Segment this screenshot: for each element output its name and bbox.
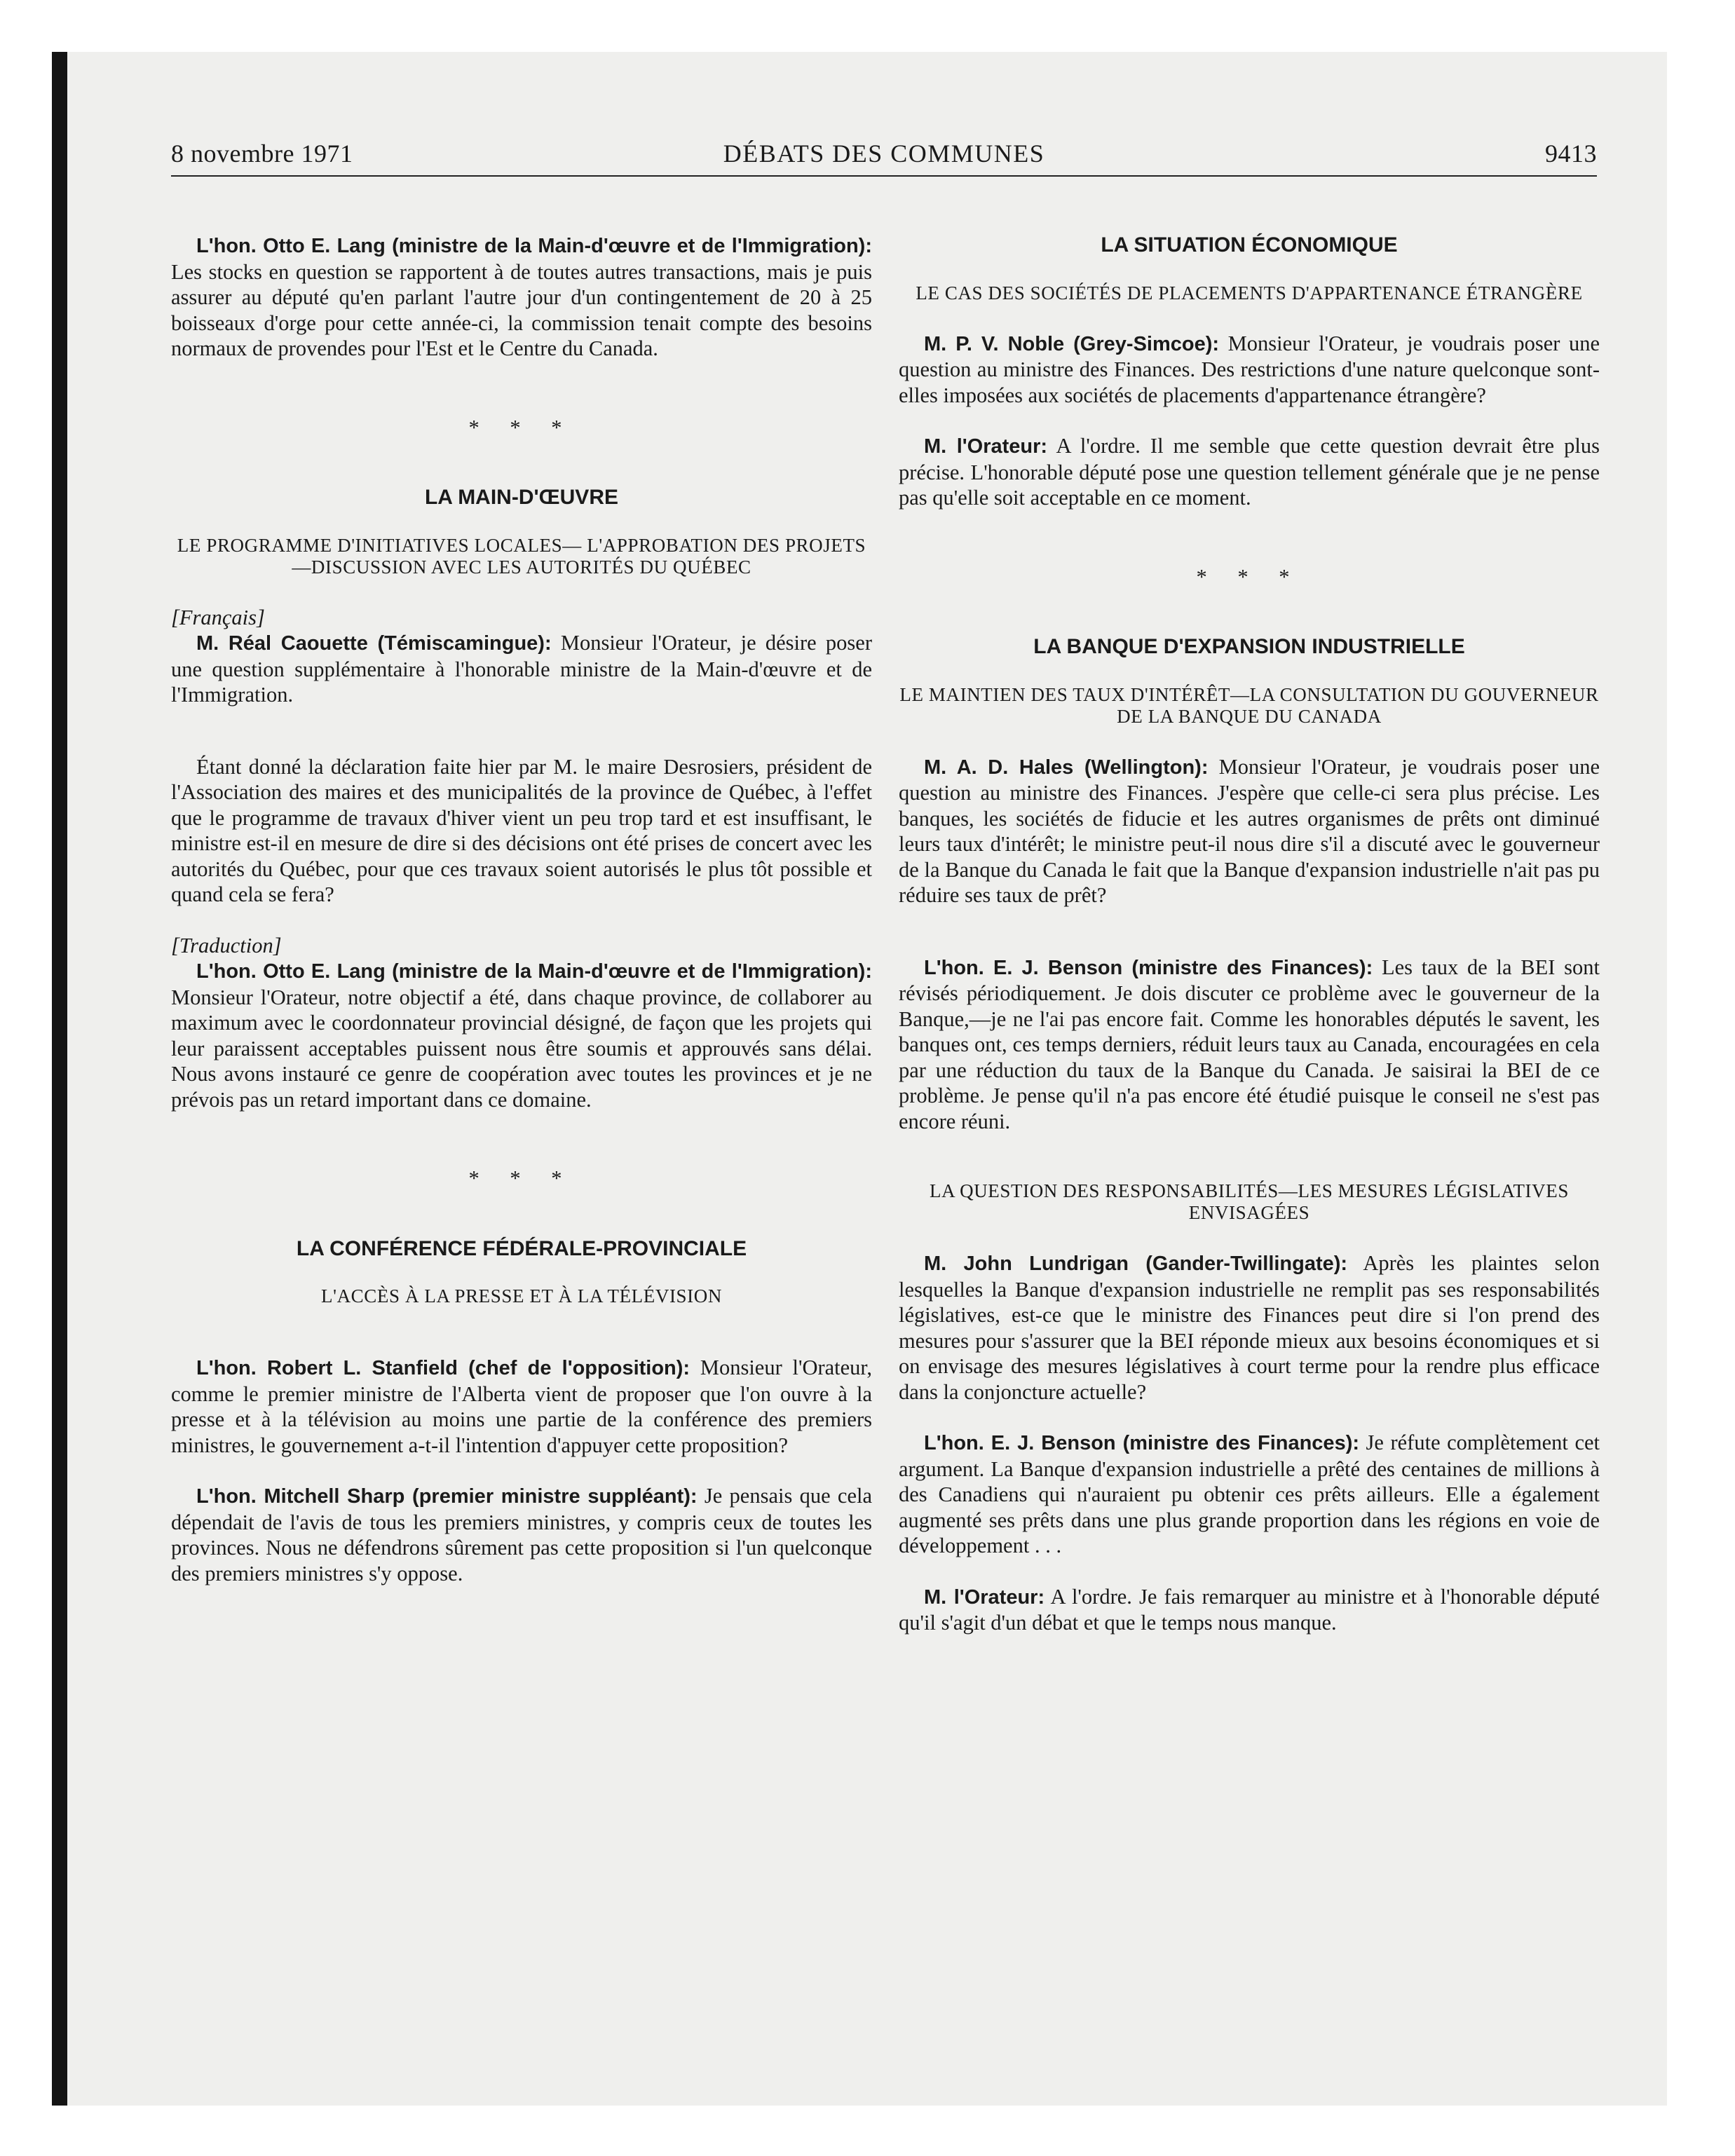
section-title: LA BANQUE D'EXPANSION INDUSTRIELLE [1033, 635, 1465, 658]
right-column [899, 233, 1600, 1661]
paragraph-text: Je pensais que cela dépendait de l'avis de tous les premiers ministres, y compris ceux de toutes les provinces. Nous ne défendrons sûrement pas cette proposition si l'un quelconque des premiers ministres s'y oppose. [171, 1484, 872, 1585]
paragraph-text: A l'ordre. Je fais remarquer au ministre et à l'honorable député qu'il s'agit d'un débat et que le temps nous manque. [899, 1584, 1600, 1635]
page-header [171, 139, 1597, 177]
paragraph-stanfield [171, 1355, 872, 1458]
paragraph-text: Monsieur l'Orateur, comme le premier ministre de l'Alberta vient de proposer que l'on ouvre à la presse et à la télévision au moins une partie de la conférence des premiers ministres, le gouvernement a-t-il l'intention d'appuyer cette proposition? [171, 1356, 872, 1457]
speaker-name: M. A. D. Hales (Wellington): [924, 756, 1209, 779]
paragraph-text: Étant donné la déclaration faite hier par M. le maire Desrosiers, président de l'Association des maires et des municipalités de la province de Québec, à l'effet que le programme de travaux d'hiver vient un peu trop tard et est insuffisant, le ministre est-il en mesure de dire si des décisions ont été prises de concert avec les autorités du Québec, pour que ces travaux soient autorisés le plus tôt possible et quand cela se fera? [171, 754, 872, 906]
section-subtitle: L'ACCÈS À LA PRESSE ET À LA TÉLÉVISION [321, 1285, 722, 1306]
paragraph-noble [899, 331, 1600, 409]
section-subtitle: LE MAINTIEN DES TAUX D'INTÉRÊT—LA CONSULTATION DU GOUVERNEUR DE LA BANQUE DU CANADA [899, 683, 1599, 727]
section-separator: * * * [468, 1166, 575, 1190]
paragraph-text: Les stocks en question se rapportent à de toutes autres transactions, mais je puis assurer au député qu'en parlant l'autre jour d'un contingentement de 20 à 25 boisseaux d'orge pour cette année-ci, la commission tenait compte des besoins normaux de provendes pour l'Est et le Centre du Canada. [171, 259, 872, 360]
section-separator: * * * [468, 415, 575, 439]
paragraph-speaker-ruling [899, 433, 1600, 511]
paragraph-text: Les taux de la BEI sont révisés périodiquement. Je dois discuter ce problème avec le gouverneur de la Banque,—je ne l'ai pas encore fait. Comme les honorables députés le savent, les banques ont, ces temps derniers, réduit leurs taux au Canada, encouragées en cela par une réduction du taux de la Banque du Canada. Je saisirai la BEI de ce problème. Je pense qu'il n'a pas encore été étudié puisque le conseil ne s'est pas encore réuni. [899, 955, 1600, 1133]
paragraph-text: Monsieur l'Orateur, notre objectif a été, dans chaque province, de collaborer au maximum avec le coordonnateur provincial désigné, de façon que les projets qui leur paraissent acceptables puissent nous être soumis et approuvés sans délai. Nous avons instauré ce genre de coopération avec toutes les provinces et je ne prévois pas un retard important dans ce domaine. [171, 985, 872, 1112]
paragraph-text: Après les plaintes selon lesquelles la Banque d'expansion industrielle ne remplit pas ses responsabilités législatives, est-ce que le ministre des Finances peut dire si l'on prend des mesures pour s'assurer que la BEI réponde mieux aux besoins économiques et si on envisage des mesures législatives à court terme pour la rendre plus efficace dans la conjoncture actuelle? [899, 1251, 1600, 1404]
language-marker: [Français] [171, 605, 265, 629]
paragraph-text: A l'ordre. Il me semble que cette question devrait être plus précise. L'honorable député pose une question tellement générale que je ne pense pas qu'elle soit acceptable en ce moment. [899, 434, 1600, 510]
speaker-name: L'hon. Otto E. Lang (ministre de la Main-d'œuvre et de l'Immigration): [196, 235, 872, 257]
section-title: LA SITUATION ÉCONOMIQUE [1101, 233, 1398, 257]
paragraph-caouette [171, 630, 872, 708]
paragraph-benson-1 [899, 955, 1600, 1135]
speaker-name: M. Réal Caouette (Témiscamingue): [196, 632, 552, 655]
section-subtitle: LA QUESTION DES RESPONSABILITÉS—LES MESURES LÉGISLATIVES ENVISAGÉES [930, 1180, 1569, 1223]
paragraph-text: Monsieur l'Orateur, je voudrais poser une question au ministre des Finances. Des restrictions d'une nature quelconque sont-elles imposées aux sociétés de placements d'appartenance étrangère? [899, 331, 1600, 407]
left-column [171, 233, 872, 1611]
speaker-name: L'hon. E. J. Benson (ministre des Finances): [924, 956, 1373, 979]
paragraph-lundrigan [899, 1250, 1600, 1405]
section-title: LA MAIN-D'ŒUVRE [424, 486, 618, 509]
header-date: 8 novembre 1971 [171, 139, 353, 168]
paragraph-text: Je réfute complètement cet argument. La Banque d'expansion industrielle a prêté des centaines de millions à des Canadiens qui n'auraient pu obtenir ces prêts ailleurs. Elle a également augmenté ses prêts dans une plus grande proportion dans les régions en voie de développement . . . [899, 1431, 1600, 1557]
paragraph-text: Monsieur l'Orateur, je voudrais poser une question au ministre des Finances. J'espère que celle-ci sera plus précise. Les banques, les sociétés de fiducie et les autres organismes de prêts ont diminué leurs taux d'intérêt; le ministre peut-il nous dire s'il a discuté avec le gouverneur de la Banque du Canada le fait que la Banque d'expansion industrielle n'ait pas pu réduire ses taux de prêt? [899, 754, 1600, 907]
paragraph-benson-2 [899, 1430, 1600, 1559]
paragraph-lang-answer [171, 958, 872, 1112]
scan-binding-edge [52, 52, 67, 2106]
section-subtitle: LE PROGRAMME D'INITIATIVES LOCALES— L'APPROBATION DES PROJETS—DISCUSSION AVEC LES AUTORITÉS DU QUÉBEC [177, 534, 866, 578]
speaker-name: L'hon. Otto E. Lang (ministre de la Main-d'œuvre et de l'Immigration): [196, 960, 872, 983]
speaker-name: L'hon. E. J. Benson (ministre des Finances): [924, 1432, 1360, 1454]
speaker-name: L'hon. Robert L. Stanfield (chef de l'opposition): [196, 1357, 690, 1379]
paragraph-speaker-final [899, 1584, 1600, 1636]
section-title: LA CONFÉRENCE FÉDÉRALE-PROVINCIALE [296, 1236, 747, 1260]
paragraph-text: Monsieur l'Orateur, je désire poser une question supplémentaire à l'honorable ministre de la Main-d'œuvre et de l'Immigration. [171, 631, 872, 707]
paragraph-lang-reply [171, 233, 872, 362]
speaker-name: M. John Lundrigan (Gander-Twillingate): [924, 1253, 1348, 1275]
header-title: DÉBATS DES COMMUNES [723, 139, 1045, 168]
header-page-number: 9413 [1545, 139, 1597, 168]
speaker-name: M. P. V. Noble (Grey-Simcoe): [924, 332, 1220, 355]
language-marker: [Traduction] [171, 933, 282, 957]
speaker-name: M. l'Orateur: [924, 1585, 1045, 1609]
paragraph-sharp [171, 1483, 872, 1586]
paragraph-hales [899, 754, 1600, 908]
section-separator: * * * [1196, 564, 1302, 589]
speaker-name: M. l'Orateur: [924, 435, 1048, 458]
speaker-name: L'hon. Mitchell Sharp (premier ministre suppléant): [196, 1485, 698, 1508]
section-subtitle: LE CAS DES SOCIÉTÉS DE PLACEMENTS D'APPARTENANCE ÉTRANGÈRE [916, 282, 1583, 303]
